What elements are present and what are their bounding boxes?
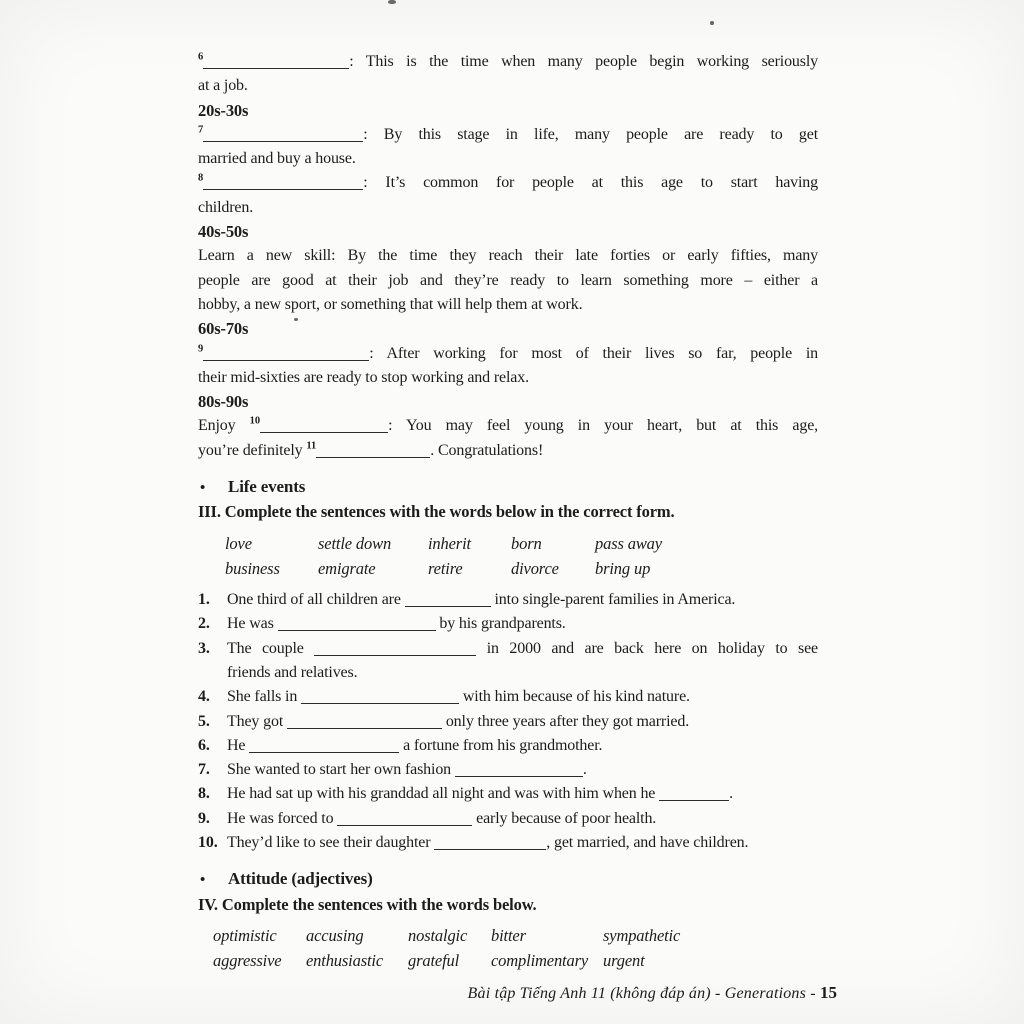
sentence-number: 4. [198,688,210,706]
text-line: $^6$ : This is the time when many people begin working seriously [198,51,818,70]
word-bank-word: complimentary [491,951,589,971]
sentence-body [227,831,818,855]
text-line: Learn a new skill: By the time they reach their late forties or early fifties, many [198,247,818,265]
sentence-body [227,758,818,782]
text-line: Enjoy $^{10}$ : You may feel young in your heart, but at this age, [198,416,818,435]
fill-in-blank [301,688,459,704]
sentence-body [227,782,818,806]
sentence-item [198,588,818,612]
life-stages-section [198,50,818,463]
sentence-body [227,637,818,686]
sentence-line: She falls in with him because of his kind nature. [227,688,690,706]
sentence-body [227,807,818,831]
sentence-number: 5. [198,712,210,730]
scan-artifact [388,0,396,4]
word-bank-word: born [511,533,542,553]
sentence-body [227,588,818,612]
sentence-line: friends and relatives. [227,663,358,681]
word-bank-word: divorce [511,558,559,578]
attitude-heading [198,867,818,892]
bullet-icon: • [200,872,206,889]
word-bank-word: settle down [318,533,392,553]
exercise-iii-title: III. Complete the sentences with the words below in the correct form. [198,502,675,522]
text-line: people are good at their job and they’re ready to learn something more – either a [198,271,818,289]
blank-number: 8 [198,173,204,185]
fill-in-blank [249,737,399,753]
sentence-item [198,685,818,709]
word-bank-word: retire [428,558,463,578]
sentence-number: 9. [198,809,210,827]
text-line: at a job. [198,77,248,95]
page-number: 15 [820,983,837,1002]
word-bank-word: nostalgic [408,925,468,945]
sentence-item [198,612,818,636]
sentence-list-iii [198,588,818,855]
life-events-heading [198,475,818,500]
footer-text: Bài tập Tiếng Anh 11 (không đáp án) - Generations - [467,985,820,1002]
blank-number: 9 [198,343,204,355]
sentence-body [227,612,818,636]
sentence-number: 3. [198,639,210,657]
sentence-line: He had sat up with his granddad all night and was with him when he . [227,785,733,803]
bullet-label: Life events [228,477,306,497]
word-bank-word: bring up [595,558,651,578]
sentence-item [198,807,818,831]
sentence-line: They got only three years after they got married. [227,712,690,730]
word-bank-word: emigrate [318,558,376,578]
blank-number: 6 [198,51,204,63]
scan-artifact [294,318,298,321]
blank-number: 7 [198,124,204,136]
text-line: you’re definitely $^{11}$ . Congratulations! [198,440,544,459]
fill-in-blank [337,810,472,826]
sentence-line: The couple in 2000 and are back here on holiday to see [227,639,818,657]
sentence-number: 6. [198,736,210,754]
sentence-item [198,782,818,806]
text-line: married and buy a house. [198,150,356,168]
word-bank-word: urgent [603,951,645,971]
age-range-heading: 60s-70s [198,319,249,339]
sentence-number: 2. [198,615,210,633]
word-bank-iv [213,923,818,973]
fill-in-blank [287,713,442,729]
sentence-line: They’d like to see their daughter , get married, and have children. [227,834,749,852]
scan-artifact [710,21,714,25]
sentence-line: He a fortune from his grandmother. [227,736,603,754]
word-bank-word: bitter [491,925,526,945]
exercise-iv-title: IV. Complete the sentences with the words below. [198,894,537,914]
sentence-line: One third of all children are into single-parent families in America. [227,591,736,609]
text-line: their mid-sixties are ready to stop working and relax. [198,368,529,386]
sentence-body [227,734,818,758]
word-bank-word: aggressive [213,951,282,971]
fill-in-blank [203,126,363,142]
fill-in-blank [316,442,430,458]
text-line: hobby, a new sport, or something that will help them at work. [198,295,583,313]
word-bank-word: grateful [408,951,460,971]
sentence-line: He was by his grandparents. [227,615,566,633]
fill-in-blank [260,417,388,433]
sentence-item [198,831,818,855]
fill-in-blank [405,591,491,607]
word-bank-word: enthusiastic [306,951,384,971]
page-content [198,50,818,980]
sentence-item [198,758,818,782]
sentence-item [198,734,818,758]
text-line: $^9$ : After working for most of their lives so far, people in [198,343,818,362]
text-line: $^8$ : It’s common for people at this age to start having [198,173,818,192]
fill-in-blank [455,761,583,777]
word-bank-iii [225,531,818,581]
text-line: children. [198,198,254,216]
age-range-heading: 40s-50s [198,222,249,242]
sentence-item [198,637,818,686]
fill-in-blank [203,53,349,69]
sentence-number: 1. [198,591,210,609]
age-range-heading: 80s-90s [198,392,249,412]
bullet-label: Attitude (adjectives) [228,869,373,889]
blank-number: 10 [249,416,261,428]
sentence-body [227,710,818,734]
page-footer [468,983,837,1003]
sentence-line: He was forced to early because of poor health. [227,809,657,827]
sentence-line: She wanted to start her own fashion . [227,761,587,779]
age-range-heading: 20s-30s [198,100,249,120]
word-bank-word: business [225,558,280,578]
word-bank-word: accusing [306,925,364,945]
bullet-icon: • [200,480,206,497]
word-bank-word: optimistic [213,925,277,945]
sentence-number: 10. [198,834,218,852]
text-line: $^7$ : By this stage in life, many people are ready to get [198,124,818,143]
word-bank-word: love [225,533,252,553]
word-bank-word: pass away [595,533,662,553]
blank-number: 11 [306,440,317,452]
fill-in-blank [659,785,729,801]
fill-in-blank [278,615,436,631]
sentence-number: 7. [198,761,210,779]
word-bank-word: sympathetic [603,925,681,945]
word-bank-word: inherit [428,533,471,553]
fill-in-blank [314,640,476,656]
sentence-number: 8. [198,785,210,803]
sentence-item [198,710,818,734]
fill-in-blank [203,345,369,361]
sentence-body [227,685,818,709]
fill-in-blank [203,174,363,190]
fill-in-blank [434,834,546,850]
